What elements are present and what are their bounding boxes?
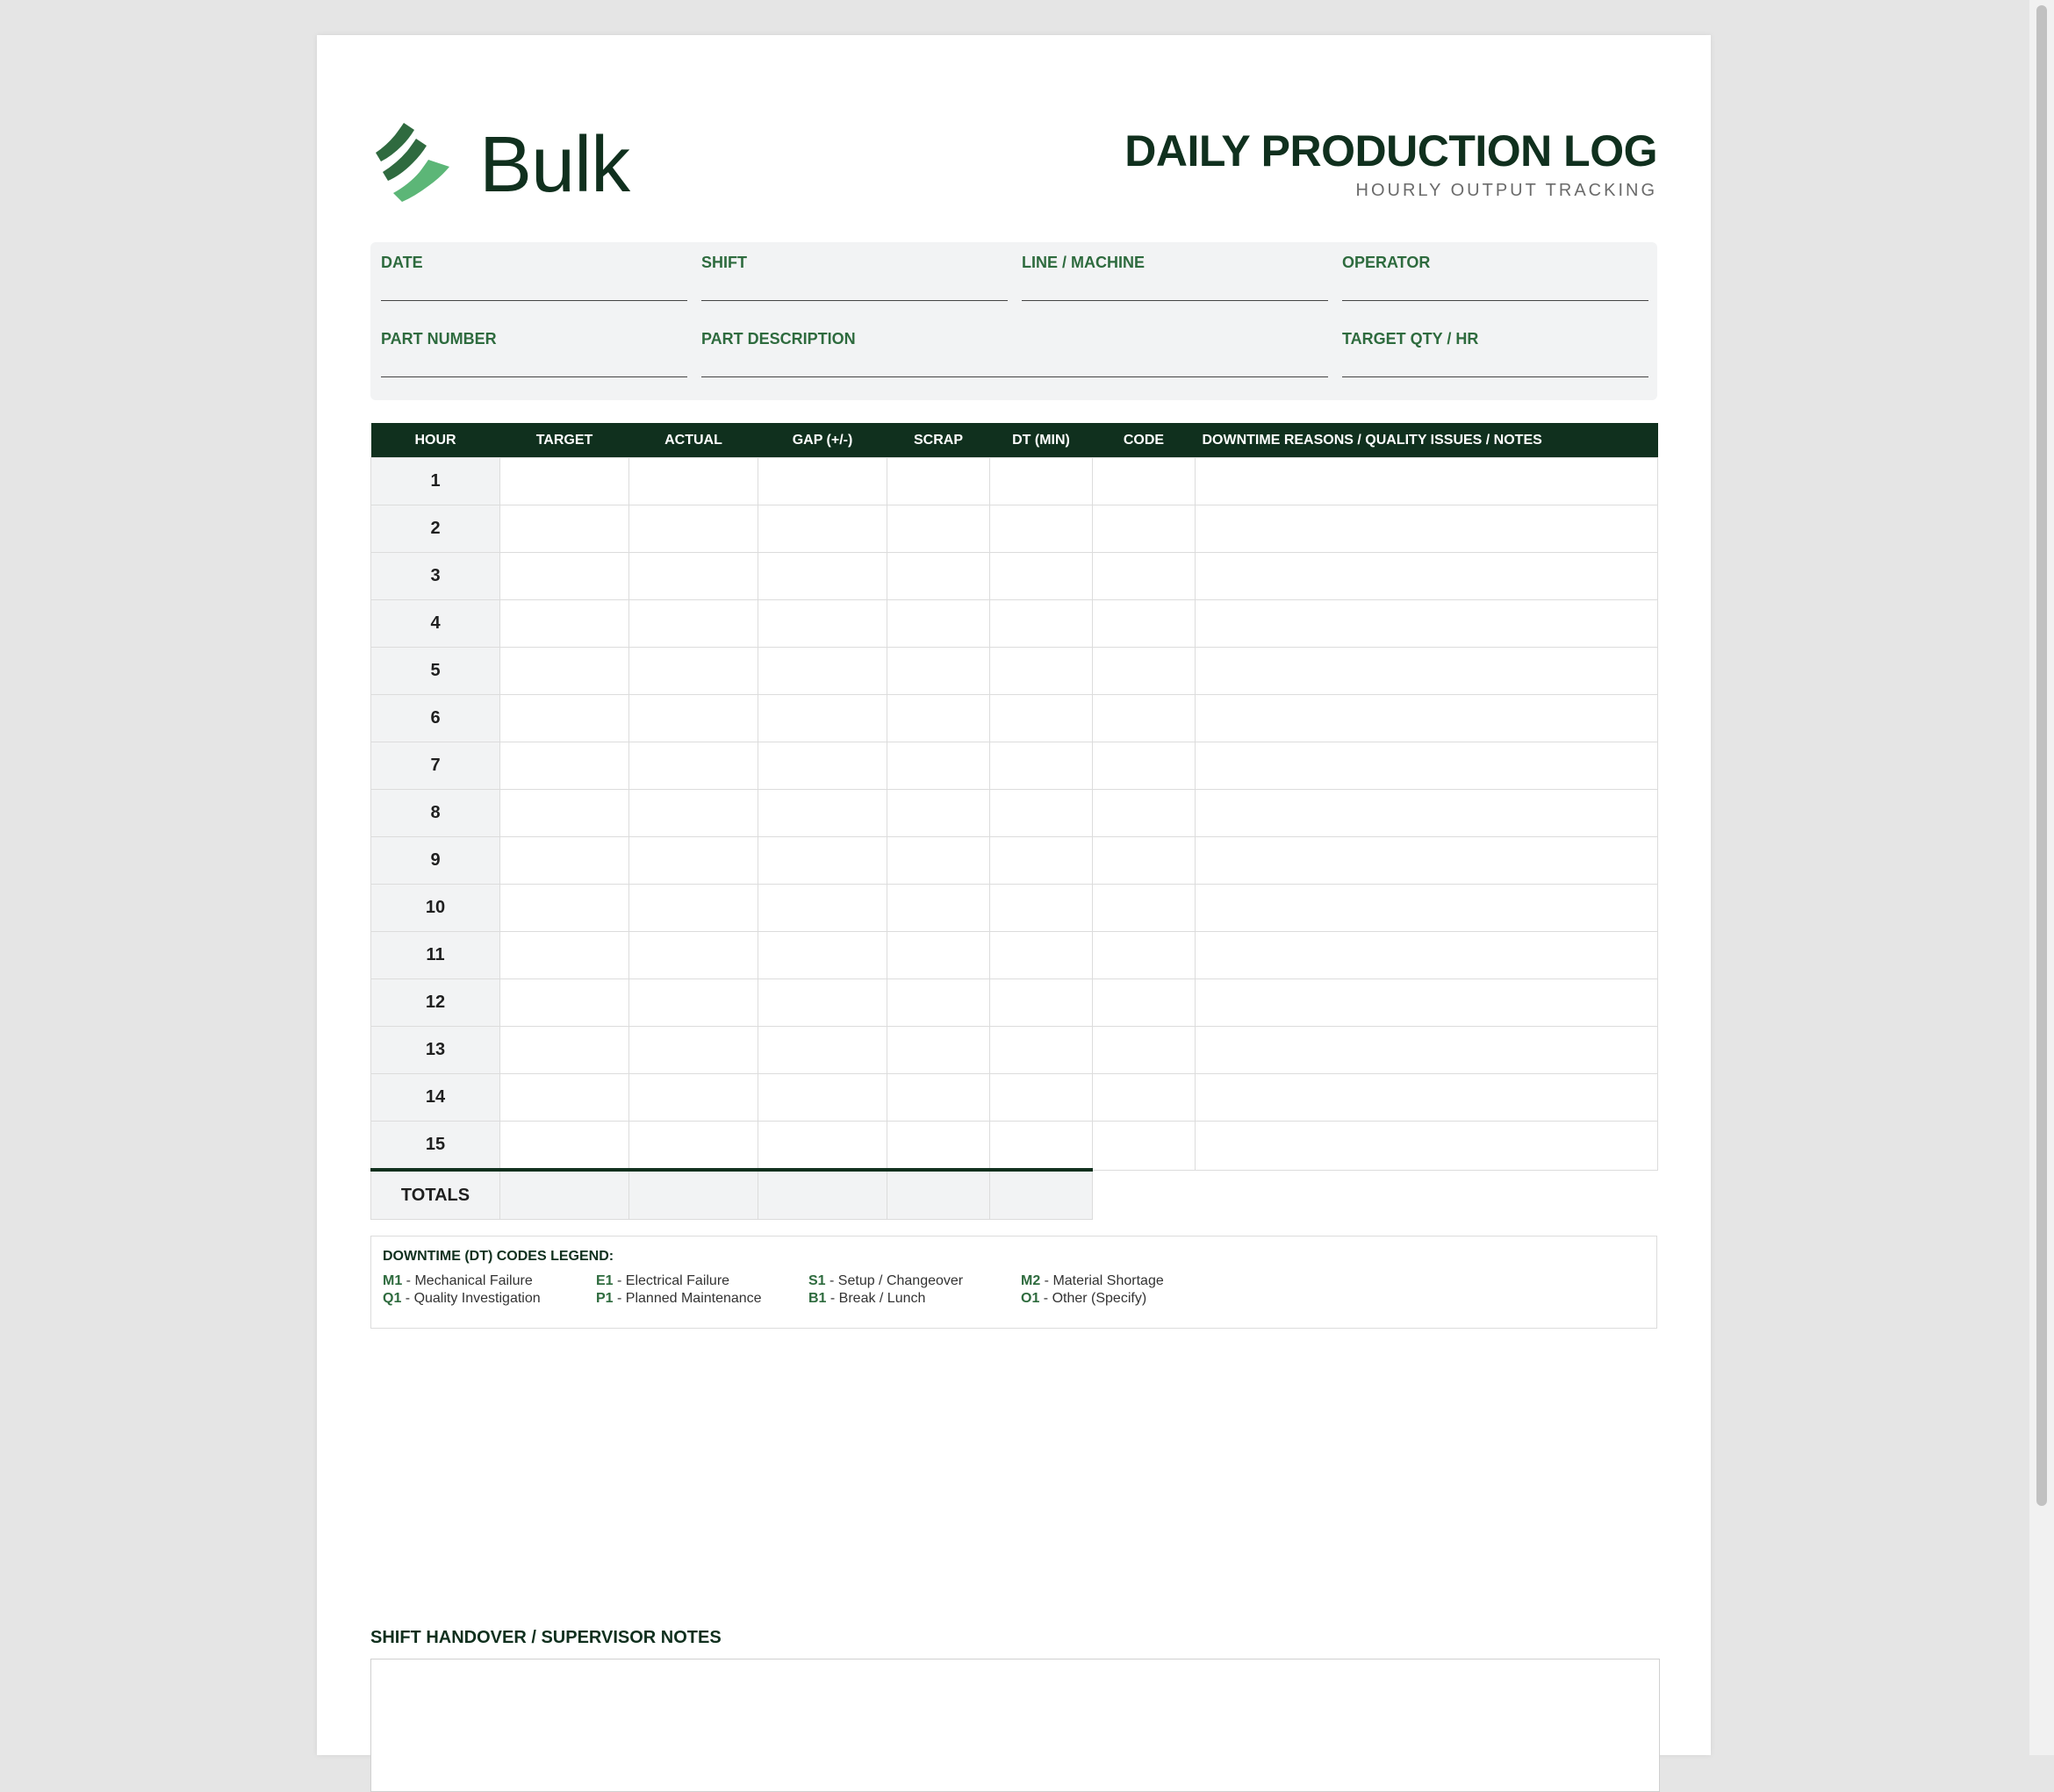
gap-cell[interactable] bbox=[758, 695, 887, 742]
notes-cell[interactable] bbox=[1196, 695, 1658, 742]
dt-cell[interactable] bbox=[990, 600, 1093, 648]
table-row bbox=[371, 505, 1658, 553]
gap-cell[interactable] bbox=[758, 553, 887, 600]
notes-cell[interactable] bbox=[1196, 742, 1658, 790]
legend-item bbox=[596, 1291, 762, 1307]
scrap-cell[interactable] bbox=[887, 695, 990, 742]
table-row bbox=[371, 790, 1658, 837]
notes-cell[interactable] bbox=[1196, 790, 1658, 837]
legend-description: - Planned Maintenance bbox=[613, 1291, 762, 1306]
line-machine-line bbox=[1022, 300, 1328, 301]
col-header-dt: DT (MIN) bbox=[990, 423, 1093, 458]
notes-cell[interactable] bbox=[1196, 1074, 1658, 1122]
legend-code: S1 bbox=[808, 1273, 826, 1288]
table-row bbox=[371, 648, 1658, 695]
notes-cell[interactable] bbox=[1196, 648, 1658, 695]
part-number-label: PART NUMBER bbox=[381, 330, 497, 348]
production-log-table bbox=[370, 423, 1658, 1220]
notes-cell[interactable] bbox=[1196, 505, 1658, 553]
scrap-cell[interactable] bbox=[887, 458, 990, 505]
legend-item bbox=[808, 1273, 963, 1289]
gap-cell[interactable] bbox=[758, 932, 887, 979]
col-header-code: CODE bbox=[1093, 423, 1196, 458]
hour-cell: 12 bbox=[371, 979, 500, 1027]
hour-cell: 13 bbox=[371, 1027, 500, 1074]
target-qty-label: TARGET QTY / HR bbox=[1342, 330, 1479, 348]
legend-item bbox=[383, 1273, 533, 1289]
actual-cell[interactable] bbox=[629, 1122, 758, 1171]
total-target-cell[interactable] bbox=[500, 1170, 629, 1220]
page-title: DAILY PRODUCTION LOG bbox=[1124, 126, 1657, 176]
scrap-cell[interactable] bbox=[887, 505, 990, 553]
code-cell[interactable] bbox=[1093, 790, 1196, 837]
brand-name: Bulk bbox=[479, 121, 630, 209]
target-cell[interactable] bbox=[500, 1027, 629, 1074]
actual-cell[interactable] bbox=[629, 790, 758, 837]
actual-cell[interactable] bbox=[629, 885, 758, 932]
col-header-gap: GAP (+/-) bbox=[758, 423, 887, 458]
scrap-cell[interactable] bbox=[887, 837, 990, 885]
dt-cell[interactable] bbox=[990, 1027, 1093, 1074]
target-cell[interactable] bbox=[500, 742, 629, 790]
gap-cell[interactable] bbox=[758, 1027, 887, 1074]
code-cell[interactable] bbox=[1093, 648, 1196, 695]
target-cell[interactable] bbox=[500, 648, 629, 695]
legend-item bbox=[383, 1291, 541, 1307]
scrap-cell[interactable] bbox=[887, 600, 990, 648]
legend-code: E1 bbox=[596, 1273, 614, 1288]
scrap-cell[interactable] bbox=[887, 1027, 990, 1074]
gap-cell[interactable] bbox=[758, 742, 887, 790]
notes-cell[interactable] bbox=[1196, 1027, 1658, 1074]
table-header-row bbox=[371, 423, 1658, 458]
gap-cell[interactable] bbox=[758, 1122, 887, 1171]
date-line bbox=[381, 300, 687, 301]
actual-cell[interactable] bbox=[629, 1027, 758, 1074]
actual-cell[interactable] bbox=[629, 932, 758, 979]
legend-item bbox=[596, 1273, 729, 1289]
table-row bbox=[371, 932, 1658, 979]
dt-cell[interactable] bbox=[990, 932, 1093, 979]
notes-cell[interactable] bbox=[1196, 885, 1658, 932]
hour-cell: 6 bbox=[371, 695, 500, 742]
shift-label: SHIFT bbox=[701, 254, 747, 271]
hour-cell: 11 bbox=[371, 932, 500, 979]
target-qty-line bbox=[1342, 376, 1648, 377]
gap-cell[interactable] bbox=[758, 505, 887, 553]
shift-field[interactable] bbox=[701, 253, 1008, 272]
part-description-label: PART DESCRIPTION bbox=[701, 330, 856, 348]
actual-cell[interactable] bbox=[629, 648, 758, 695]
target-cell[interactable] bbox=[500, 1074, 629, 1122]
operator-label: OPERATOR bbox=[1342, 254, 1431, 271]
hour-cell: 1 bbox=[371, 458, 500, 505]
notes-cell[interactable] bbox=[1196, 979, 1658, 1027]
code-cell[interactable] bbox=[1093, 742, 1196, 790]
legend-code: B1 bbox=[808, 1291, 827, 1306]
target-cell[interactable] bbox=[500, 979, 629, 1027]
notes-cell[interactable] bbox=[1196, 600, 1658, 648]
actual-cell[interactable] bbox=[629, 695, 758, 742]
code-cell[interactable] bbox=[1093, 553, 1196, 600]
target-cell[interactable] bbox=[500, 790, 629, 837]
hour-cell: 9 bbox=[371, 837, 500, 885]
target-cell[interactable] bbox=[500, 885, 629, 932]
col-header-actual: ACTUAL bbox=[629, 423, 758, 458]
hour-cell: 3 bbox=[371, 553, 500, 600]
target-cell[interactable] bbox=[500, 458, 629, 505]
dt-cell[interactable] bbox=[990, 553, 1093, 600]
code-cell[interactable] bbox=[1093, 837, 1196, 885]
page-subtitle: HOURLY OUTPUT TRACKING bbox=[1355, 181, 1657, 200]
actual-cell[interactable] bbox=[629, 979, 758, 1027]
target-cell[interactable] bbox=[500, 1122, 629, 1171]
target-cell[interactable] bbox=[500, 505, 629, 553]
handover-title: SHIFT HANDOVER / SUPERVISOR NOTES bbox=[370, 1628, 722, 1647]
dt-cell[interactable] bbox=[990, 648, 1093, 695]
code-cell[interactable] bbox=[1093, 1122, 1196, 1171]
scrap-cell[interactable] bbox=[887, 932, 990, 979]
date-field[interactable] bbox=[381, 253, 687, 272]
totals-label: TOTALS bbox=[371, 1170, 500, 1220]
dt-cell[interactable] bbox=[990, 979, 1093, 1027]
table-row bbox=[371, 1122, 1658, 1171]
actual-cell[interactable] bbox=[629, 458, 758, 505]
hour-cell: 2 bbox=[371, 505, 500, 553]
code-cell[interactable] bbox=[1093, 458, 1196, 505]
col-header-target: TARGET bbox=[500, 423, 629, 458]
table-row bbox=[371, 885, 1658, 932]
dt-cell[interactable] bbox=[990, 742, 1093, 790]
legend-code: P1 bbox=[596, 1291, 614, 1306]
legend-description: - Mechanical Failure bbox=[402, 1273, 533, 1288]
gap-cell[interactable] bbox=[758, 600, 887, 648]
handover-notes-box[interactable] bbox=[370, 1659, 1660, 1792]
actual-cell[interactable] bbox=[629, 742, 758, 790]
hour-cell: 10 bbox=[371, 885, 500, 932]
legend-description: - Material Shortage bbox=[1040, 1273, 1164, 1288]
total-actual-cell[interactable] bbox=[629, 1170, 758, 1220]
hour-cell: 5 bbox=[371, 648, 500, 695]
target-cell[interactable] bbox=[500, 932, 629, 979]
part-number-field[interactable] bbox=[381, 329, 687, 348]
code-cell[interactable] bbox=[1093, 979, 1196, 1027]
total-dt-cell[interactable] bbox=[990, 1170, 1093, 1220]
gap-cell[interactable] bbox=[758, 790, 887, 837]
document-page bbox=[317, 35, 1711, 1755]
code-cell[interactable] bbox=[1093, 885, 1196, 932]
table-row bbox=[371, 458, 1658, 505]
target-qty-field[interactable] bbox=[1342, 329, 1648, 348]
legend-description: - Other (Specify) bbox=[1039, 1291, 1147, 1306]
empty-cell bbox=[1093, 1170, 1196, 1220]
hour-cell: 14 bbox=[371, 1074, 500, 1122]
notes-cell[interactable] bbox=[1196, 837, 1658, 885]
legend-description: - Electrical Failure bbox=[613, 1273, 730, 1288]
line-machine-label: LINE / MACHINE bbox=[1022, 254, 1146, 271]
legend-description: - Break / Lunch bbox=[826, 1291, 926, 1306]
date-label: DATE bbox=[381, 254, 423, 271]
table-body bbox=[371, 458, 1658, 1220]
part-description-field[interactable] bbox=[701, 329, 1328, 348]
col-header-scrap: SCRAP bbox=[887, 423, 990, 458]
code-cell[interactable] bbox=[1093, 932, 1196, 979]
part-number-line bbox=[381, 376, 687, 377]
table-row bbox=[371, 837, 1658, 885]
scrap-cell[interactable] bbox=[887, 885, 990, 932]
empty-cell bbox=[1196, 1170, 1658, 1220]
hour-cell: 15 bbox=[371, 1122, 500, 1171]
code-cell[interactable] bbox=[1093, 695, 1196, 742]
gap-cell[interactable] bbox=[758, 648, 887, 695]
target-cell[interactable] bbox=[500, 837, 629, 885]
hour-cell: 7 bbox=[371, 742, 500, 790]
dt-cell[interactable] bbox=[990, 458, 1093, 505]
shift-line bbox=[701, 300, 1008, 301]
notes-cell[interactable] bbox=[1196, 1122, 1658, 1171]
code-cell[interactable] bbox=[1093, 1027, 1196, 1074]
table-row bbox=[371, 695, 1658, 742]
actual-cell[interactable] bbox=[629, 837, 758, 885]
total-gap-cell[interactable] bbox=[758, 1170, 887, 1220]
target-cell[interactable] bbox=[500, 695, 629, 742]
target-cell[interactable] bbox=[500, 600, 629, 648]
col-header-notes: DOWNTIME REASONS / QUALITY ISSUES / NOTES bbox=[1196, 423, 1658, 458]
scrap-cell[interactable] bbox=[887, 553, 990, 600]
gap-cell[interactable] bbox=[758, 1074, 887, 1122]
legend-code: Q1 bbox=[383, 1291, 402, 1306]
scrap-cell[interactable] bbox=[887, 1122, 990, 1171]
scrollbar-thumb[interactable] bbox=[2036, 5, 2047, 1506]
scrap-cell[interactable] bbox=[887, 1074, 990, 1122]
legend-item bbox=[808, 1291, 925, 1307]
document-header bbox=[370, 86, 1657, 218]
hour-cell: 8 bbox=[371, 790, 500, 837]
code-cell[interactable] bbox=[1093, 1074, 1196, 1122]
gap-cell[interactable] bbox=[758, 885, 887, 932]
dt-cell[interactable] bbox=[990, 695, 1093, 742]
actual-cell[interactable] bbox=[629, 600, 758, 648]
total-scrap-cell[interactable] bbox=[887, 1170, 990, 1220]
legend-code: M2 bbox=[1021, 1273, 1041, 1288]
legend-item bbox=[1021, 1291, 1146, 1307]
table-row bbox=[371, 1074, 1658, 1122]
dt-cell[interactable] bbox=[990, 837, 1093, 885]
operator-line bbox=[1342, 300, 1648, 301]
gap-cell[interactable] bbox=[758, 837, 887, 885]
notes-cell[interactable] bbox=[1196, 553, 1658, 600]
actual-cell[interactable] bbox=[629, 505, 758, 553]
page-scrollbar[interactable] bbox=[2029, 0, 2054, 1755]
downtime-codes-legend bbox=[370, 1236, 1657, 1329]
code-cell[interactable] bbox=[1093, 600, 1196, 648]
col-header-hour: HOUR bbox=[371, 423, 500, 458]
code-cell[interactable] bbox=[1093, 505, 1196, 553]
dt-cell[interactable] bbox=[990, 505, 1093, 553]
gap-cell[interactable] bbox=[758, 979, 887, 1027]
dt-cell[interactable] bbox=[990, 1074, 1093, 1122]
notes-cell[interactable] bbox=[1196, 458, 1658, 505]
legend-code: O1 bbox=[1021, 1291, 1040, 1306]
table-row bbox=[371, 1027, 1658, 1074]
scrap-cell[interactable] bbox=[887, 742, 990, 790]
scrap-cell[interactable] bbox=[887, 790, 990, 837]
table-row bbox=[371, 553, 1658, 600]
table-row bbox=[371, 742, 1658, 790]
legend-title: DOWNTIME (DT) CODES LEGEND: bbox=[383, 1249, 614, 1264]
table-row bbox=[371, 979, 1658, 1027]
part-description-line bbox=[701, 376, 1328, 377]
legend-description: - Setup / Changeover bbox=[825, 1273, 964, 1288]
operator-field[interactable] bbox=[1342, 253, 1648, 272]
actual-cell[interactable] bbox=[629, 1074, 758, 1122]
hour-cell: 4 bbox=[371, 600, 500, 648]
dt-cell[interactable] bbox=[990, 1122, 1093, 1171]
line-machine-field[interactable] bbox=[1022, 253, 1328, 272]
legend-code: M1 bbox=[383, 1273, 403, 1288]
dt-cell[interactable] bbox=[990, 885, 1093, 932]
target-cell[interactable] bbox=[500, 553, 629, 600]
actual-cell[interactable] bbox=[629, 553, 758, 600]
legend-item bbox=[1021, 1273, 1164, 1289]
dt-cell[interactable] bbox=[990, 790, 1093, 837]
table-row bbox=[371, 600, 1658, 648]
info-panel bbox=[370, 242, 1657, 400]
gap-cell[interactable] bbox=[758, 458, 887, 505]
scrap-cell[interactable] bbox=[887, 648, 990, 695]
legend-description: - Quality Investigation bbox=[401, 1291, 541, 1306]
scrap-cell[interactable] bbox=[887, 979, 990, 1027]
bulk-wave-logo-icon bbox=[370, 121, 453, 206]
totals-row bbox=[371, 1170, 1658, 1220]
notes-cell[interactable] bbox=[1196, 932, 1658, 979]
